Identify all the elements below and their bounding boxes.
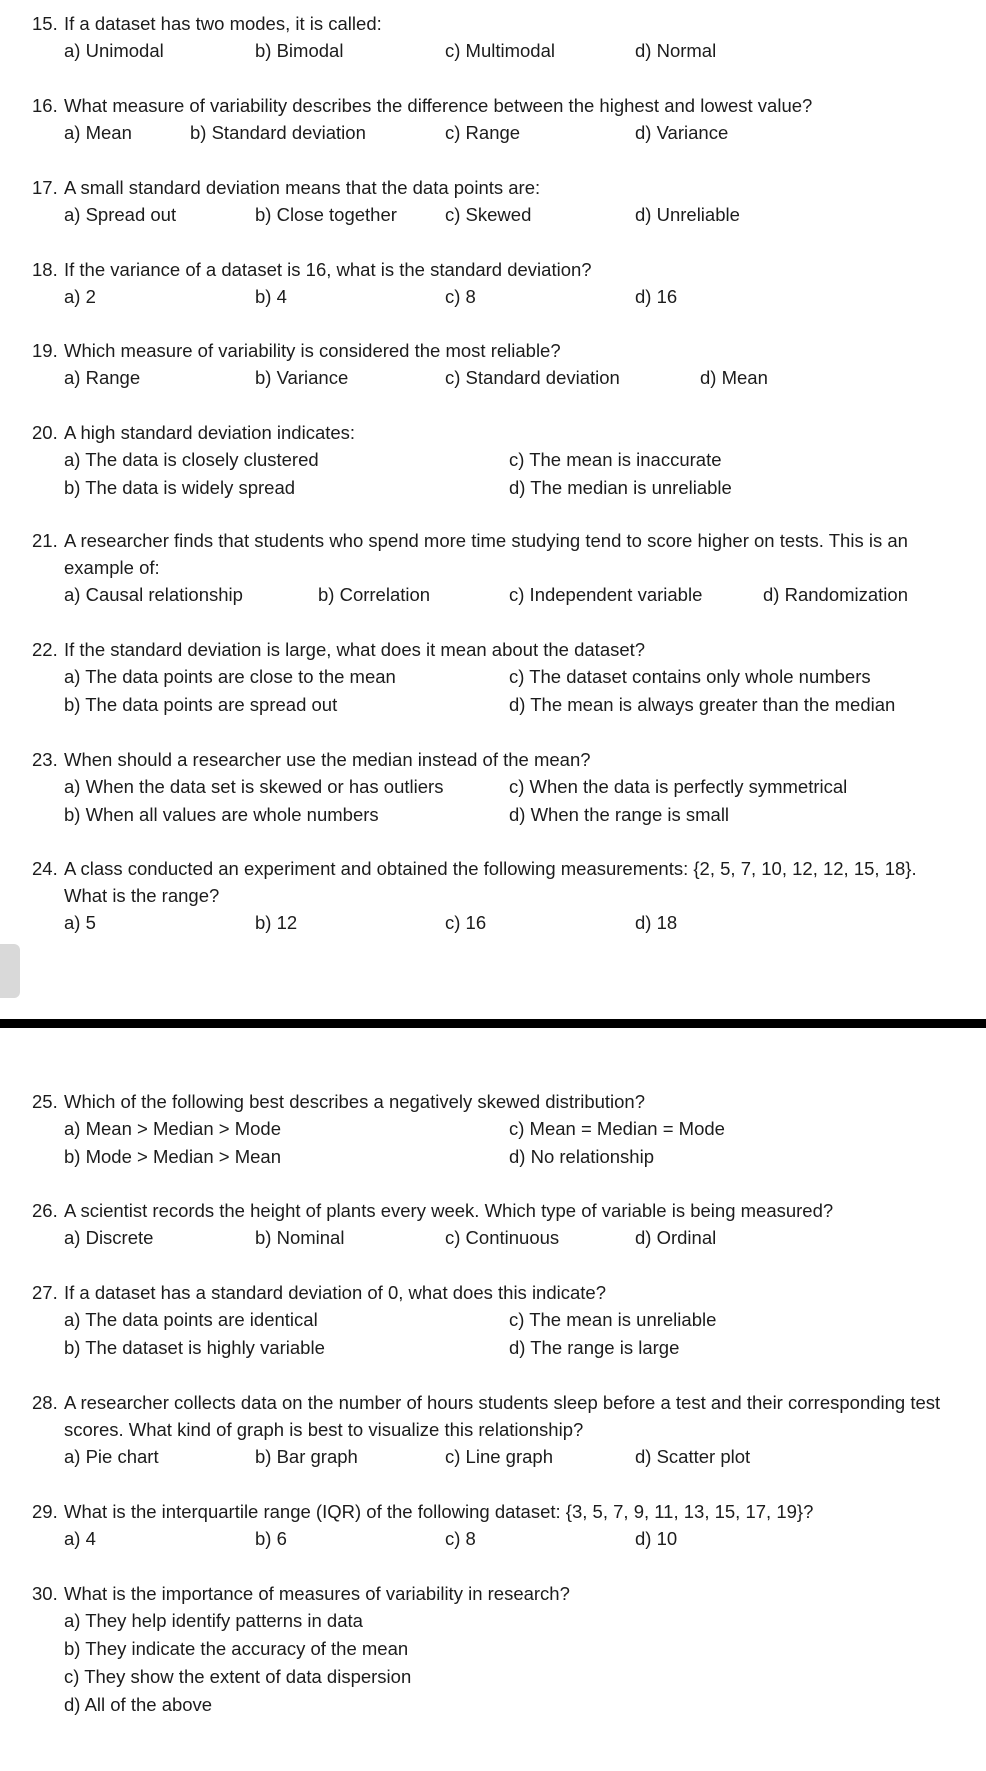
question-text: A high standard deviation indicates: xyxy=(64,422,356,443)
option-a: a) They help identify patterns in data xyxy=(64,1610,363,1631)
option-a: a) 4 xyxy=(64,1528,96,1549)
question-number: 22. xyxy=(32,639,58,660)
option-a: a) Mean xyxy=(64,122,132,143)
option-d: d) Variance xyxy=(635,122,729,143)
option-c: c) Skewed xyxy=(445,204,532,225)
option-b: b) Close together xyxy=(255,204,397,225)
option-c: c) They show the extent of data dispersion xyxy=(64,1666,412,1687)
question-text: If a dataset has two modes, it is called: xyxy=(64,13,382,34)
option-b: b) Nominal xyxy=(255,1227,345,1248)
option-b: b) They indicate the accuracy of the mean xyxy=(64,1638,409,1659)
option-c: c) Multimodal xyxy=(445,40,555,61)
question-23 xyxy=(32,746,946,829)
question-text: A researcher collects data on the number of hours students sleep before a test and their corresponding test scores. What kind of graph is best to visualize this relationship? xyxy=(64,1392,941,1440)
option-b: b) Standard deviation xyxy=(190,122,366,143)
question-number: 20. xyxy=(32,422,58,443)
question-text: What is the interquartile range (IQR) of the following dataset: {3, 5, 7, 9, 11, 13, 15, 17, 19}? xyxy=(64,1501,814,1522)
option-d: d) Mean xyxy=(700,367,768,388)
question-text: If a dataset has a standard deviation of 0, what does this indicate? xyxy=(64,1282,606,1303)
question-21 xyxy=(32,527,946,609)
option-b: b) Bimodal xyxy=(255,40,344,61)
question-number: 17. xyxy=(32,177,58,198)
option-a: a) The data points are close to the mean xyxy=(64,666,396,687)
question-20 xyxy=(32,419,946,502)
option-c: c) 8 xyxy=(445,1528,476,1549)
question-number: 23. xyxy=(32,749,58,770)
option-d: d) The median is unreliable xyxy=(509,477,732,498)
option-d: d) All of the above xyxy=(64,1694,213,1715)
question-number: 25. xyxy=(32,1091,58,1112)
question-text: A researcher finds that students who spend more time studying tend to score higher on tests. This is an example of: xyxy=(64,530,908,578)
question-18 xyxy=(32,256,946,311)
question-text: A scientist records the height of plants every week. Which type of variable is being measured? xyxy=(64,1200,834,1221)
question-number: 24. xyxy=(32,858,58,879)
option-b: b) 12 xyxy=(255,912,298,933)
option-b: b) 4 xyxy=(255,286,287,307)
question-number: 18. xyxy=(32,259,58,280)
option-a: a) The data is closely clustered xyxy=(64,449,319,470)
question-text: If the standard deviation is large, what does it mean about the dataset? xyxy=(64,639,646,660)
question-number: 26. xyxy=(32,1200,58,1221)
option-d: d) The mean is always greater than the median xyxy=(509,694,896,715)
option-d: d) Randomization xyxy=(763,584,908,605)
option-c: c) 8 xyxy=(445,286,476,307)
question-number: 19. xyxy=(32,340,58,361)
option-d: d) Scatter plot xyxy=(635,1446,751,1467)
question-text: Which measure of variability is considered the most reliable? xyxy=(64,340,561,361)
question-text: Which of the following best describes a negatively skewed distribution? xyxy=(64,1091,646,1112)
option-c: c) 16 xyxy=(445,912,487,933)
option-c: c) Independent variable xyxy=(509,584,703,605)
option-a: a) Pie chart xyxy=(64,1446,159,1467)
option-d: d) No relationship xyxy=(509,1146,654,1167)
option-a: a) Range xyxy=(64,367,141,388)
option-a: a) The data points are identical xyxy=(64,1309,318,1330)
question-29 xyxy=(32,1498,946,1553)
option-c: c) Range xyxy=(445,122,521,143)
option-c: c) When the data is perfectly symmetrical xyxy=(509,776,848,797)
question-19 xyxy=(32,337,946,392)
page-divider xyxy=(0,1019,986,1028)
question-25 xyxy=(32,1088,946,1171)
option-b: b) Correlation xyxy=(318,584,431,605)
question-text: A small standard deviation means that the data points are: xyxy=(64,177,541,198)
option-a: a) When the data set is skewed or has outliers xyxy=(64,776,444,797)
question-number: 15. xyxy=(32,13,58,34)
option-a: a) Mean > Median > Mode xyxy=(64,1118,281,1139)
question-15 xyxy=(32,10,946,65)
question-number: 27. xyxy=(32,1282,58,1303)
question-number: 29. xyxy=(32,1501,58,1522)
option-a: a) Discrete xyxy=(64,1227,154,1248)
option-c: c) Line graph xyxy=(445,1446,553,1467)
option-a: a) 5 xyxy=(64,912,96,933)
question-26 xyxy=(32,1197,946,1252)
question-28 xyxy=(32,1389,946,1471)
option-b: b) Bar graph xyxy=(255,1446,358,1467)
option-b: b) Variance xyxy=(255,367,349,388)
option-c: c) The dataset contains only whole numbers xyxy=(509,666,871,687)
option-b: b) The data points are spread out xyxy=(64,694,338,715)
option-d: d) Normal xyxy=(635,40,717,61)
question-number: 21. xyxy=(32,530,58,551)
question-text: A class conducted an experiment and obtained the following measurements: {2, 5, 7, 10, 12, 12, 15, 18}. What is the range? xyxy=(64,858,917,906)
question-number: 16. xyxy=(32,95,58,116)
option-a: a) Unimodal xyxy=(64,40,164,61)
question-text: What is the importance of measures of variability in research? xyxy=(64,1583,570,1604)
question-text: What measure of variability describes the difference between the highest and lowest value? xyxy=(64,95,813,116)
option-d: d) When the range is small xyxy=(509,804,730,825)
option-c: c) The mean is unreliable xyxy=(509,1309,717,1330)
option-a: a) Spread out xyxy=(64,204,177,225)
option-c: c) The mean is inaccurate xyxy=(509,449,722,470)
option-b: b) The dataset is highly variable xyxy=(64,1337,325,1358)
scroll-tab[interactable] xyxy=(0,944,20,998)
question-number: 28. xyxy=(32,1392,58,1413)
question-22 xyxy=(32,636,946,719)
option-b: b) 6 xyxy=(255,1528,287,1549)
option-c: c) Mean = Median = Mode xyxy=(509,1118,725,1139)
option-d: d) 10 xyxy=(635,1528,678,1549)
question-text: If the variance of a dataset is 16, what is the standard deviation? xyxy=(64,259,592,280)
option-b: b) Mode > Median > Mean xyxy=(64,1146,281,1167)
question-30 xyxy=(32,1580,946,1719)
question-24 xyxy=(32,855,946,937)
question-text: When should a researcher use the median instead of the mean? xyxy=(64,749,591,770)
question-27 xyxy=(32,1279,946,1362)
option-b: b) The data is widely spread xyxy=(64,477,296,498)
question-16 xyxy=(32,92,946,147)
option-d: d) The range is large xyxy=(509,1337,680,1358)
option-a: a) 2 xyxy=(64,286,96,307)
question-number: 30. xyxy=(32,1583,58,1604)
option-d: d) Ordinal xyxy=(635,1227,717,1248)
option-d: d) 18 xyxy=(635,912,678,933)
option-c: c) Standard deviation xyxy=(445,367,620,388)
option-b: b) When all values are whole numbers xyxy=(64,804,379,825)
option-d: d) 16 xyxy=(635,286,678,307)
option-a: a) Causal relationship xyxy=(64,584,243,605)
option-c: c) Continuous xyxy=(445,1227,560,1248)
question-17 xyxy=(32,174,946,229)
option-d: d) Unreliable xyxy=(635,204,740,225)
